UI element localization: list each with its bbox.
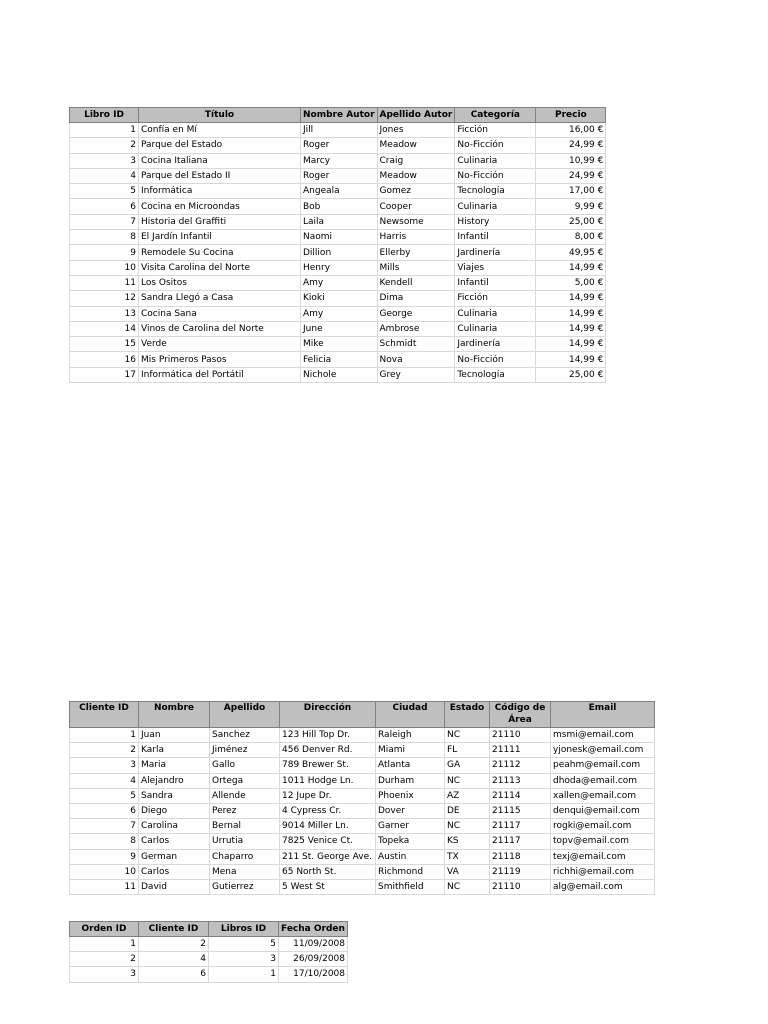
cell-apellido: Perez [210,803,280,818]
header-cliente-id: Cliente ID [139,922,209,937]
cell-email: xallen@email.com [551,788,655,803]
cell-categoria: Tecnología [455,184,536,199]
cell-cliente-id: 4 [139,952,209,967]
header-apellido-autor: Apellido Autor [377,108,455,123]
books-body [70,123,606,383]
cell-apellido-autor: Craig [377,153,455,168]
cell-libro-id: 2 [70,138,139,153]
cell-precio: 17,00 € [536,184,606,199]
cell-precio: 14,99 € [536,321,606,336]
cell-categoria: Tecnología [455,367,536,382]
cell-libro-id: 9 [70,245,139,260]
cell-estado: DE [445,803,490,818]
cell-categoria: No-Ficción [455,168,536,183]
cell-nombre-autor: June [301,321,378,336]
cell-nombre-autor: Marcy [301,153,378,168]
table-row [70,967,348,982]
table-row [70,230,606,245]
table-row [70,184,606,199]
cell-email: dhoda@email.com [551,773,655,788]
cell-titulo: Informática [139,184,301,199]
cell-apellido: Ortega [210,773,280,788]
table-row [70,788,655,803]
header-precio: Precio [536,108,606,123]
cell-precio: 14,99 € [536,306,606,321]
cell-email: yjonesk@email.com [551,743,655,758]
cell-ciudad: Austin [376,849,445,864]
cell-codigo-area: 21119 [490,864,551,879]
header-email: Email [551,702,655,728]
table-row [70,291,606,306]
cell-nombre-autor: Felicia [301,352,378,367]
books-header-row [70,108,606,123]
cell-categoria: Ficción [455,123,536,138]
cell-precio: 14,99 € [536,337,606,352]
cell-codigo-area: 21117 [490,834,551,849]
table-row [70,260,606,275]
cell-nombre: German [139,849,210,864]
cell-libro-id: 7 [70,214,139,229]
header-estado: Estado [445,702,490,728]
cell-nombre: Carolina [139,819,210,834]
table-row [70,819,655,834]
books-table [69,107,606,383]
cell-categoria: Infantil [455,230,536,245]
table-row [70,138,606,153]
table-row [70,937,348,952]
cell-ciudad: Atlanta [376,758,445,773]
cell-precio: 24,99 € [536,168,606,183]
cell-categoria: Viajes [455,260,536,275]
cell-precio: 16,00 € [536,123,606,138]
cell-precio: 10,99 € [536,153,606,168]
table-row [70,743,655,758]
table-row [70,952,348,967]
orders-body [70,937,348,983]
table-row [70,352,606,367]
cell-libro-id: 13 [70,306,139,321]
cell-categoria: Jardinería [455,337,536,352]
cell-cliente-id: 10 [70,864,139,879]
cell-cliente-id: 5 [70,788,139,803]
cell-nombre-autor: Henry [301,260,378,275]
header-codigo-area: Código de Área [490,702,551,728]
cell-codigo-area: 21115 [490,803,551,818]
cell-estado: NC [445,819,490,834]
cell-cliente-id: 8 [70,834,139,849]
cell-titulo: Informática del Portátil [139,367,301,382]
cell-orden-id: 2 [70,952,139,967]
cell-titulo: Visita Carolina del Norte [139,260,301,275]
cell-codigo-area: 21113 [490,773,551,788]
cell-ciudad: Miami [376,743,445,758]
cell-titulo: El Jardín Infantil [139,230,301,245]
cell-cliente-id: 7 [70,819,139,834]
cell-direccion: 456 Denver Rd. [280,743,376,758]
table-row [70,245,606,260]
cell-apellido-autor: Meadow [377,168,455,183]
cell-email: richhi@email.com [551,864,655,879]
cell-codigo-area: 21114 [490,788,551,803]
cell-libros-id: 1 [209,967,279,982]
cell-precio: 24,99 € [536,138,606,153]
cell-direccion: 211 St. George Ave. [280,849,376,864]
cell-direccion: 5 West St [280,879,376,894]
cell-apellido: Urrutia [210,834,280,849]
table-row [70,123,606,138]
cell-categoria: Culinaria [455,153,536,168]
table-row [70,367,606,382]
cell-ciudad: Phoenix [376,788,445,803]
cell-estado: NC [445,728,490,743]
table-row [70,864,655,879]
cell-categoria: Infantil [455,275,536,290]
cell-libro-id: 14 [70,321,139,336]
cell-libro-id: 16 [70,352,139,367]
cell-apellido-autor: Grey [377,367,455,382]
cell-nombre: Diego [139,803,210,818]
cell-estado: FL [445,743,490,758]
cell-categoria: Culinaria [455,306,536,321]
cell-direccion: 7825 Venice Ct. [280,834,376,849]
header-fecha-orden: Fecha Orden [279,922,348,937]
cell-apellido-autor: George [377,306,455,321]
cell-apellido: Mena [210,864,280,879]
cell-nombre-autor: Roger [301,168,378,183]
cell-direccion: 9014 Miller Ln. [280,819,376,834]
cell-categoria: No-Ficción [455,138,536,153]
cell-codigo-area: 21110 [490,728,551,743]
cell-estado: NC [445,879,490,894]
cell-email: topv@email.com [551,834,655,849]
cell-libro-id: 6 [70,199,139,214]
cell-email: peahm@email.com [551,758,655,773]
cell-email: denqui@email.com [551,803,655,818]
cell-titulo: Verde [139,337,301,352]
cell-apellido-autor: Kendell [377,275,455,290]
cell-direccion: 12 Jupe Dr. [280,788,376,803]
cell-nombre: Carlos [139,834,210,849]
table-row [70,728,655,743]
cell-ciudad: Topeka [376,834,445,849]
cell-apellido: Allende [210,788,280,803]
table-row [70,306,606,321]
cell-apellido: Gallo [210,758,280,773]
cell-email: msmi@email.com [551,728,655,743]
header-libro-id: Libro ID [70,108,139,123]
cell-apellido-autor: Nova [377,352,455,367]
cell-libro-id: 5 [70,184,139,199]
cell-apellido-autor: Ambrose [377,321,455,336]
cell-cliente-id: 6 [70,803,139,818]
header-libros-id: Libros ID [209,922,279,937]
cell-precio: 25,00 € [536,367,606,382]
cell-apellido-autor: Mills [377,260,455,275]
cell-codigo-area: 21111 [490,743,551,758]
cell-codigo-area: 21110 [490,879,551,894]
cell-cliente-id: 2 [139,937,209,952]
cell-estado: GA [445,758,490,773]
cell-categoria: History [455,214,536,229]
header-nombre-autor: Nombre Autor [301,108,378,123]
cell-titulo: Sandra Llegó a Casa [139,291,301,306]
cell-nombre-autor: Jill [301,123,378,138]
cell-nombre: Carlos [139,864,210,879]
cell-apellido: Bernal [210,819,280,834]
cell-apellido-autor: Cooper [377,199,455,214]
cell-email: alg@email.com [551,879,655,894]
cell-nombre-autor: Kioki [301,291,378,306]
cell-titulo: Historia del Graffiti [139,214,301,229]
cell-cliente-id: 6 [139,967,209,982]
cell-nombre: Sandra [139,788,210,803]
cell-ciudad: Durham [376,773,445,788]
cell-ciudad: Smithfield [376,879,445,894]
cell-titulo: Remodele Su Cocina [139,245,301,260]
cell-cliente-id: 1 [70,728,139,743]
cell-categoria: No-Ficción [455,352,536,367]
cell-direccion: 65 North St. [280,864,376,879]
cell-nombre-autor: Naomi [301,230,378,245]
cell-nombre-autor: Amy [301,275,378,290]
cell-nombre-autor: Bob [301,199,378,214]
cell-apellido-autor: Jones [377,123,455,138]
cell-direccion: 4 Cypress Cr. [280,803,376,818]
cell-titulo: Confía en Mí [139,123,301,138]
cell-fecha-orden: 26/09/2008 [279,952,348,967]
cell-titulo: Cocina en Microondas [139,199,301,214]
cell-apellido-autor: Dima [377,291,455,306]
cell-libro-id: 3 [70,153,139,168]
cell-nombre-autor: Roger [301,138,378,153]
cell-fecha-orden: 11/09/2008 [279,937,348,952]
cell-nombre-autor: Amy [301,306,378,321]
header-ciudad: Ciudad [376,702,445,728]
cell-nombre: Juan [139,728,210,743]
table-row [70,834,655,849]
cell-fecha-orden: 17/10/2008 [279,967,348,982]
cell-titulo: Cocina Italiana [139,153,301,168]
cell-cliente-id: 2 [70,743,139,758]
header-categoria: Categoría [455,108,536,123]
cell-email: rogki@email.com [551,819,655,834]
table-row [70,214,606,229]
cell-codigo-area: 21112 [490,758,551,773]
cell-apellido-autor: Gomez [377,184,455,199]
cell-libros-id: 3 [209,952,279,967]
cell-libro-id: 17 [70,367,139,382]
header-direccion: Dirección [280,702,376,728]
cell-email: texj@email.com [551,849,655,864]
cell-ciudad: Richmond [376,864,445,879]
header-nombre: Nombre [139,702,210,728]
cell-categoria: Culinaria [455,199,536,214]
table-row [70,199,606,214]
cell-ciudad: Dover [376,803,445,818]
orders-table [69,921,348,983]
table-row [70,153,606,168]
cell-orden-id: 3 [70,967,139,982]
cell-apellido-autor: Harris [377,230,455,245]
cell-nombre: Karla [139,743,210,758]
clients-table [69,701,655,895]
cell-estado: KS [445,834,490,849]
cell-nombre-autor: Nichole [301,367,378,382]
cell-estado: TX [445,849,490,864]
cell-titulo: Los Ositos [139,275,301,290]
cell-libro-id: 11 [70,275,139,290]
cell-titulo: Parque del Estado [139,138,301,153]
cell-libro-id: 8 [70,230,139,245]
cell-nombre-autor: Mike [301,337,378,352]
cell-orden-id: 1 [70,937,139,952]
cell-precio: 9,99 € [536,199,606,214]
cell-titulo: Vinos de Carolina del Norte [139,321,301,336]
cell-titulo: Mis Primeros Pasos [139,352,301,367]
cell-nombre-autor: Laila [301,214,378,229]
table-row [70,337,606,352]
header-titulo: Título [139,108,301,123]
cell-precio: 25,00 € [536,214,606,229]
cell-cliente-id: 4 [70,773,139,788]
table-row [70,803,655,818]
cell-nombre: David [139,879,210,894]
cell-estado: AZ [445,788,490,803]
clients-body [70,728,655,895]
cell-libro-id: 12 [70,291,139,306]
cell-libro-id: 10 [70,260,139,275]
cell-apellido-autor: Meadow [377,138,455,153]
cell-codigo-area: 21118 [490,849,551,864]
cell-direccion: 1011 Hodge Ln. [280,773,376,788]
cell-apellido-autor: Ellerby [377,245,455,260]
table-row [70,275,606,290]
table-row [70,758,655,773]
header-apellido: Apellido [210,702,280,728]
header-orden-id: Orden ID [70,922,139,937]
cell-nombre: Alejandro [139,773,210,788]
cell-ciudad: Raleigh [376,728,445,743]
cell-libro-id: 4 [70,168,139,183]
cell-precio: 8,00 € [536,230,606,245]
orders-header-row [70,922,348,937]
cell-nombre-autor: Angeala [301,184,378,199]
cell-precio: 5,00 € [536,275,606,290]
cell-titulo: Parque del Estado II [139,168,301,183]
cell-codigo-area: 21117 [490,819,551,834]
cell-direccion: 123 Hill Top Dr. [280,728,376,743]
cell-categoria: Ficción [455,291,536,306]
cell-categoria: Culinaria [455,321,536,336]
table-row [70,879,655,894]
cell-nombre-autor: Dillion [301,245,378,260]
cell-categoria: Jardinería [455,245,536,260]
cell-precio: 14,99 € [536,260,606,275]
cell-ciudad: Garner [376,819,445,834]
cell-apellido: Jiménez [210,743,280,758]
cell-apellido: Gutierrez [210,879,280,894]
cell-titulo: Cocina Sana [139,306,301,321]
header-cliente-id: Cliente ID [70,702,139,728]
cell-precio: 14,99 € [536,291,606,306]
cell-direccion: 789 Brewer St. [280,758,376,773]
cell-libro-id: 15 [70,337,139,352]
cell-apellido-autor: Schmidt [377,337,455,352]
cell-precio: 14,99 € [536,352,606,367]
clients-header-row [70,702,655,728]
cell-estado: NC [445,773,490,788]
cell-cliente-id: 3 [70,758,139,773]
cell-apellido: Sanchez [210,728,280,743]
cell-nombre: Maria [139,758,210,773]
cell-cliente-id: 9 [70,849,139,864]
cell-estado: VA [445,864,490,879]
table-row [70,849,655,864]
cell-precio: 49,95 € [536,245,606,260]
cell-libro-id: 1 [70,123,139,138]
table-row [70,168,606,183]
cell-libros-id: 5 [209,937,279,952]
table-row [70,321,606,336]
cell-apellido-autor: Newsome [377,214,455,229]
cell-apellido: Chaparro [210,849,280,864]
cell-cliente-id: 11 [70,879,139,894]
table-row [70,773,655,788]
